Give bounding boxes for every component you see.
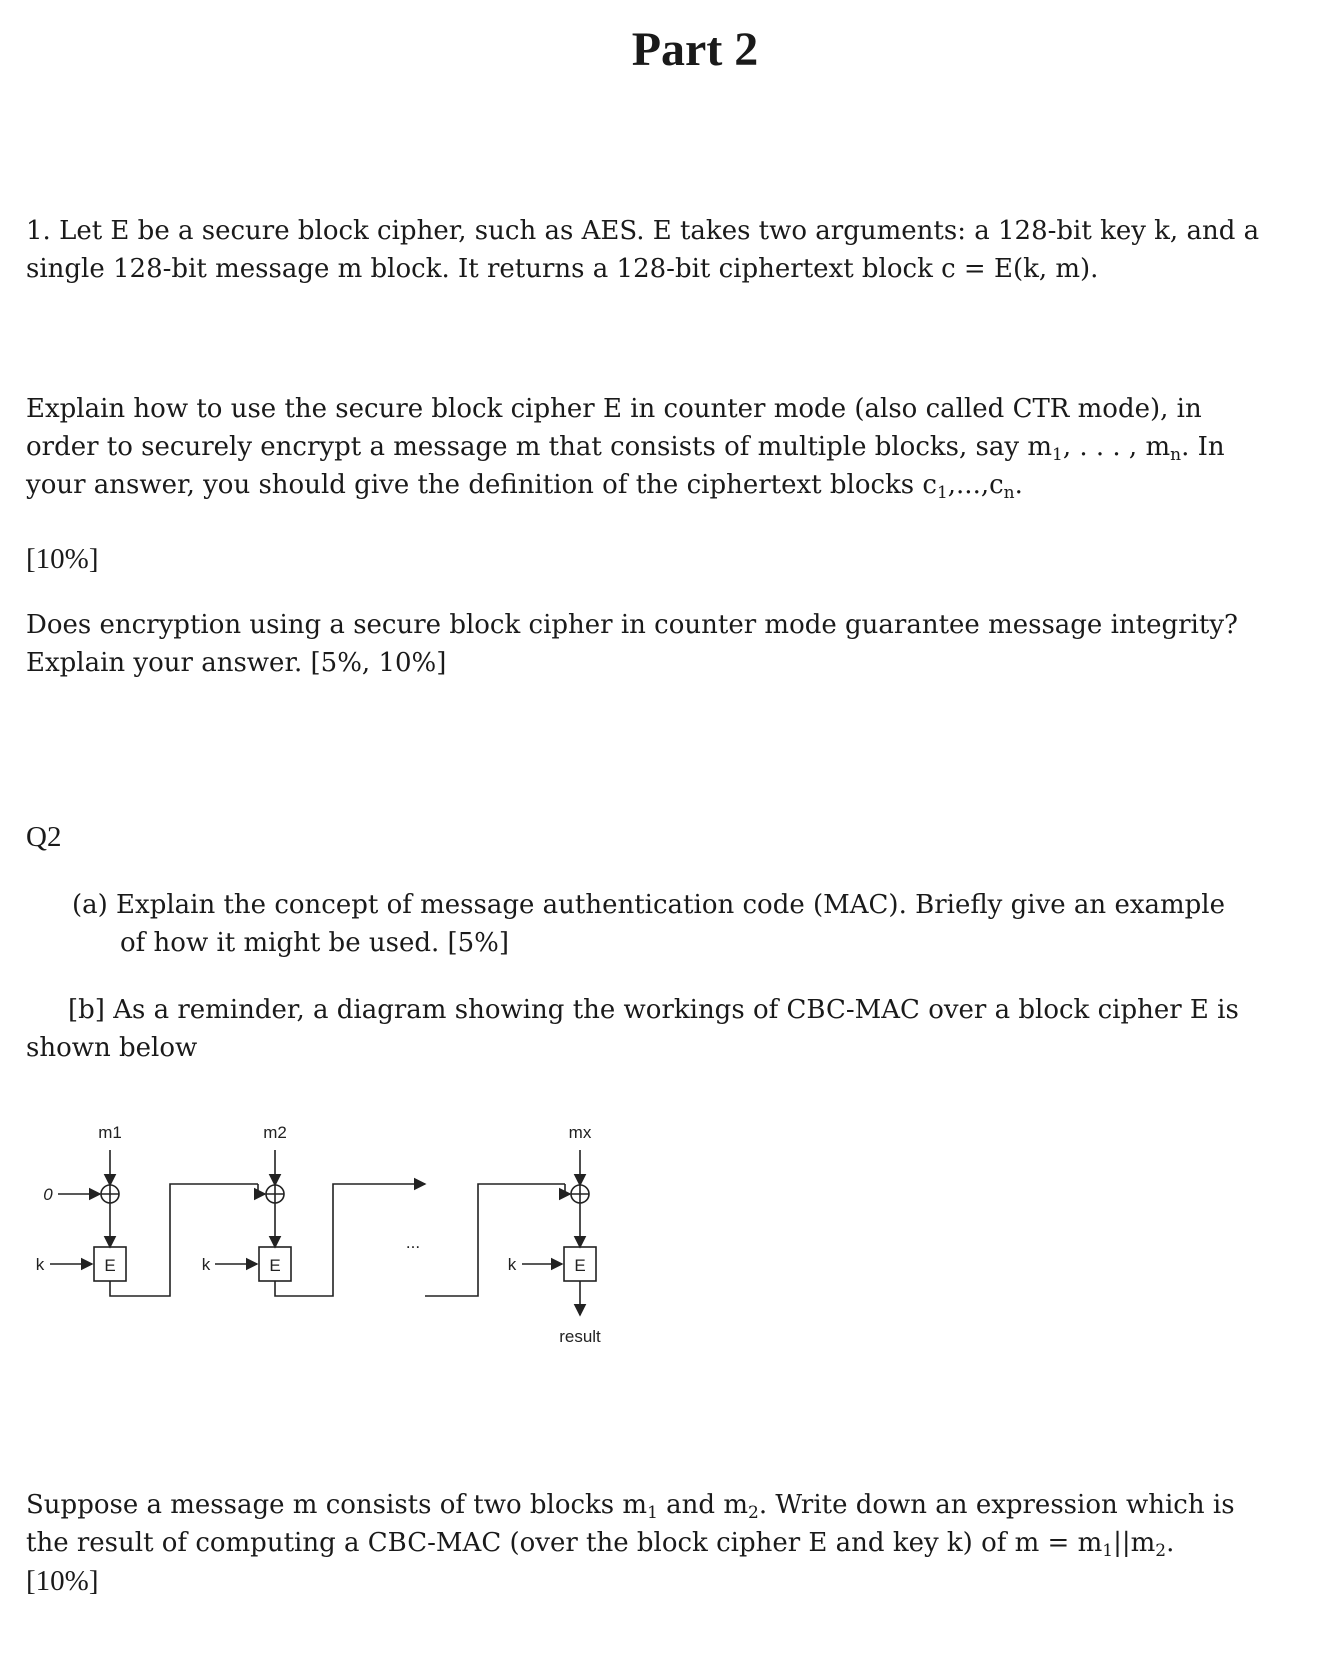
suppose-line2-text: the result of computing a CBC-MAC (over the block cipher E and key k) of m = m (26, 1528, 1103, 1558)
suppose-line2-mid: ||m (1113, 1528, 1156, 1558)
subscript: 2 (1155, 1541, 1167, 1561)
m2-label: m2 (263, 1123, 287, 1142)
suppose-line2-post: . (1166, 1528, 1175, 1558)
key-label-x: k (507, 1255, 517, 1274)
q2-b-line2: shown below (26, 1033, 198, 1063)
block-label-1: E (104, 1256, 116, 1275)
ellipsis: ... (405, 1233, 421, 1252)
mx-label: mx (568, 1123, 592, 1142)
q1-intro-line1: 1. Let E be a secure block cipher, such as AES. E takes two arguments: a 128-bit key k, and a (26, 216, 1260, 246)
q1-ctr-question (26, 390, 1306, 504)
q2-a-line2: of how it might be used. [5%] (120, 928, 510, 958)
subscript: n (1170, 445, 1182, 465)
subscript: n (1003, 483, 1015, 503)
m1-label: m1 (98, 1123, 122, 1142)
iv-zero-label: 0 (43, 1185, 53, 1204)
block-label-x: E (574, 1256, 586, 1275)
q1-ctr-line2-post: . In (1181, 432, 1225, 462)
q2-a-line1: (a) Explain the concept of message authentication code (MAC). Briefly give an example (72, 890, 1225, 920)
q2-label: Q2 (26, 821, 62, 853)
q1-ctr-line3-text: your answer, you should give the definition of the ciphertext blocks c (26, 470, 937, 500)
chain-line-1 (110, 1184, 258, 1296)
block-label-2: E (269, 1256, 281, 1275)
q1-ctr-line2-text: order to securely encrypt a message m that consists of multiple blocks, say m (26, 432, 1052, 462)
subscript: 1 (647, 1503, 658, 1523)
q1-intro (26, 212, 1306, 288)
q2-marks: [10%] (26, 1565, 99, 1597)
chain-line-x (425, 1184, 565, 1296)
key-label-1: k (35, 1255, 45, 1274)
q1-marks: [10%] (26, 543, 99, 575)
q1-ctr-line3-post: . (1014, 470, 1023, 500)
q2-suppose (26, 1486, 1306, 1601)
q1-ctr-line3-mid: ,...,c (947, 470, 1004, 500)
q1-integrity-line1: Does encryption using a secure block cipher in counter mode guarantee message integrity? (26, 610, 1238, 640)
q2-part-b (26, 991, 1306, 1067)
subscript: 1 (1102, 1541, 1114, 1561)
suppose-line1-post: . Write down an expression which is (758, 1490, 1235, 1520)
cbc-mac-diagram (0, 1110, 640, 1370)
q1-ctr-line2-mid: , . . . , m (1062, 432, 1171, 462)
suppose-line1-mid: and m (657, 1490, 748, 1520)
q1-integrity-question (26, 606, 1306, 682)
q2-b-line1: [b] As a reminder, a diagram showing the workings of CBC-MAC over a block cipher E is (68, 995, 1239, 1025)
chain-line-2 (275, 1184, 425, 1296)
q1-integrity-line2: Explain your answer. [5%, 10%] (26, 648, 447, 678)
subscript: 2 (747, 1503, 759, 1523)
suppose-line1-text: Suppose a message m consists of two blocks m (26, 1490, 648, 1520)
result-label: result (559, 1327, 601, 1346)
subscript: 1 (936, 483, 948, 503)
q1-intro-line2: single 128-bit message m block. It returns a 128-bit ciphertext block c = E(k, m). (26, 254, 1099, 284)
subscript: 1 (1051, 445, 1063, 465)
page-title: Part 2 (631, 23, 759, 76)
key-label-2: k (201, 1255, 211, 1274)
q1-ctr-line1: Explain how to use the secure block cipher E in counter mode (also called CTR mode), in (26, 394, 1202, 424)
q2-part-a (72, 886, 1292, 962)
